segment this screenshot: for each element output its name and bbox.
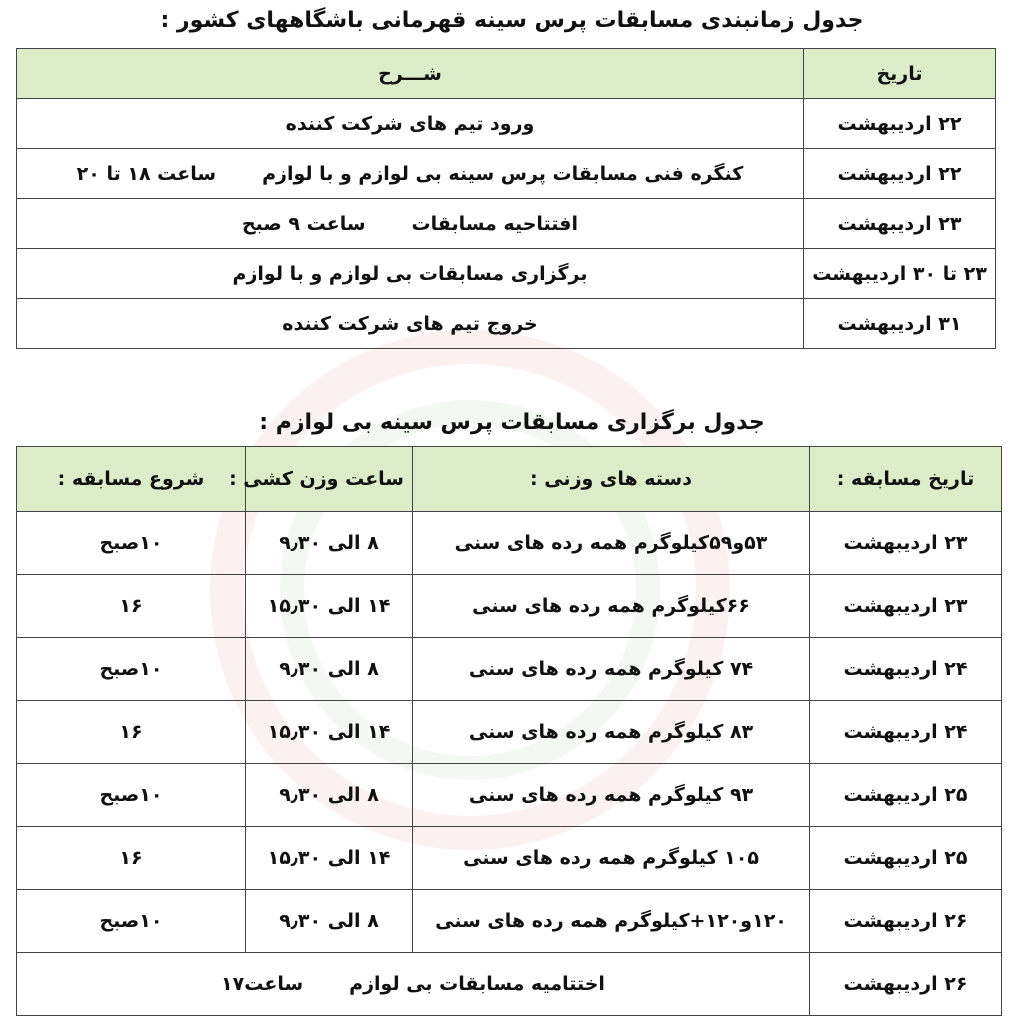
start-time: ۱۰صبح: [17, 638, 246, 701]
schedule-event: برگزاری مسابقات بی لوازم و با لوازم: [232, 262, 588, 285]
schedule-date: ۲۳ اردیبهشت: [804, 199, 996, 249]
start-time: ۱۶: [17, 701, 246, 764]
weight-class: ۸۳ کیلوگرم همه رده های سنی: [413, 701, 810, 764]
competition-date: ۲۳ اردیبهشت: [810, 512, 1002, 575]
schedule-date: ۳۱ اردیبهشت: [804, 299, 996, 349]
competition-date: ۲۴ اردیبهشت: [810, 638, 1002, 701]
weight-class: ۱۰۵ کیلوگرم همه رده های سنی: [413, 827, 810, 890]
schedule-row: [17, 199, 996, 249]
weigh-in-time: ۸ الی ۹٫۳۰: [246, 512, 413, 575]
table-row: [17, 764, 1002, 827]
schedule-row: [17, 299, 996, 349]
schedule-event: افتتاحیه مسابقات: [411, 212, 579, 235]
weight-class: ۷۴ کیلوگرم همه رده های سنی: [413, 638, 810, 701]
weigh-in-time: ۱۴ الی ۱۵٫۳۰: [246, 827, 413, 890]
schedule-description: [17, 299, 804, 349]
start-time: ۱۶: [17, 827, 246, 890]
schedule-row: [17, 249, 996, 299]
competition-date: ۲۴ اردیبهشت: [810, 701, 1002, 764]
weigh-in-time: ۸ الی ۹٫۳۰: [246, 638, 413, 701]
header-date: تاریخ: [804, 49, 996, 99]
schedule-table: [16, 48, 996, 349]
table-row: [17, 701, 1002, 764]
schedule-row: [17, 149, 996, 199]
closing-date: ۲۶ اردیبهشت: [810, 953, 1002, 1016]
weight-class: ۱۲۰و۱۲۰+کیلوگرم همه رده های سنی: [413, 890, 810, 953]
header-weight-classes: دسته های وزنی :: [413, 447, 810, 512]
start-time: ۱۰صبح: [17, 764, 246, 827]
start-time: ۱۶: [17, 575, 246, 638]
weigh-in-time: ۱۴ الی ۱۵٫۳۰: [246, 575, 413, 638]
table-row: [17, 638, 1002, 701]
weigh-in-time: ۸ الی ۹٫۳۰: [246, 890, 413, 953]
schedule-row: [17, 99, 996, 149]
weight-class: ۵۳و۵۹کیلوگرم همه رده های سنی: [413, 512, 810, 575]
competition-date: ۲۵ اردیبهشت: [810, 827, 1002, 890]
schedule-date: ۲۳ تا ۳۰ اردیبهشت: [804, 249, 996, 299]
header-weigh-in-time: ساعت وزن کشی :: [246, 447, 413, 512]
schedule-date: ۲۲ اردیبهشت: [804, 149, 996, 199]
header-description: شـــرح: [17, 49, 804, 99]
table-row: [17, 890, 1002, 953]
schedule-event: کنگره فنی مسابقات پرس سینه بی لوازم و با لوازم: [262, 162, 744, 185]
start-time: ۱۰صبح: [17, 512, 246, 575]
schedule-table-title: جدول زمانبندی مسابقات پرس سینه قهرمانی باشگاههای کشور :: [160, 8, 864, 33]
closing-description: [17, 953, 810, 1016]
raw-header-row: [17, 447, 1002, 512]
schedule-description: [17, 99, 804, 149]
schedule-event: ورود تیم های شرکت کننده: [285, 112, 535, 135]
header-competition-date: تاریخ مسابقه :: [810, 447, 1002, 512]
schedule-time: ساعت ۹ صبح: [241, 212, 366, 235]
schedule-header-row: [17, 49, 996, 99]
schedule-time: ساعت ۱۸ تا ۲۰: [76, 162, 217, 185]
closing-ceremony-row: [17, 953, 1002, 1016]
header-competition-start: شروع مسابقه :: [17, 447, 246, 512]
closing-time: ساعت۱۷: [221, 973, 304, 995]
table-row: [17, 512, 1002, 575]
weigh-in-time: ۸ الی ۹٫۳۰: [246, 764, 413, 827]
schedule-event: خروج تیم های شرکت کننده: [282, 312, 538, 335]
schedule-description: [17, 249, 804, 299]
start-time: ۱۰صبح: [17, 890, 246, 953]
competition-date: ۲۵ اردیبهشت: [810, 764, 1002, 827]
weight-class: ۶۶کیلوگرم همه رده های سنی: [413, 575, 810, 638]
table-row: [17, 575, 1002, 638]
raw-competition-table: [16, 446, 1002, 1016]
competition-date: ۲۳ اردیبهشت: [810, 575, 1002, 638]
schedule-description: [17, 199, 804, 249]
schedule-description: [17, 149, 804, 199]
schedule-date: ۲۲ اردیبهشت: [804, 99, 996, 149]
weight-class: ۹۳ کیلوگرم همه رده های سنی: [413, 764, 810, 827]
competition-date: ۲۶ اردیبهشت: [810, 890, 1002, 953]
raw-competition-table-title: جدول برگزاری مسابقات پرس سینه بی لوازم :: [259, 410, 765, 435]
weigh-in-time: ۱۴ الی ۱۵٫۳۰: [246, 701, 413, 764]
closing-event: اختتامیه مسابقات بی لوازم: [349, 973, 605, 995]
table-row: [17, 827, 1002, 890]
